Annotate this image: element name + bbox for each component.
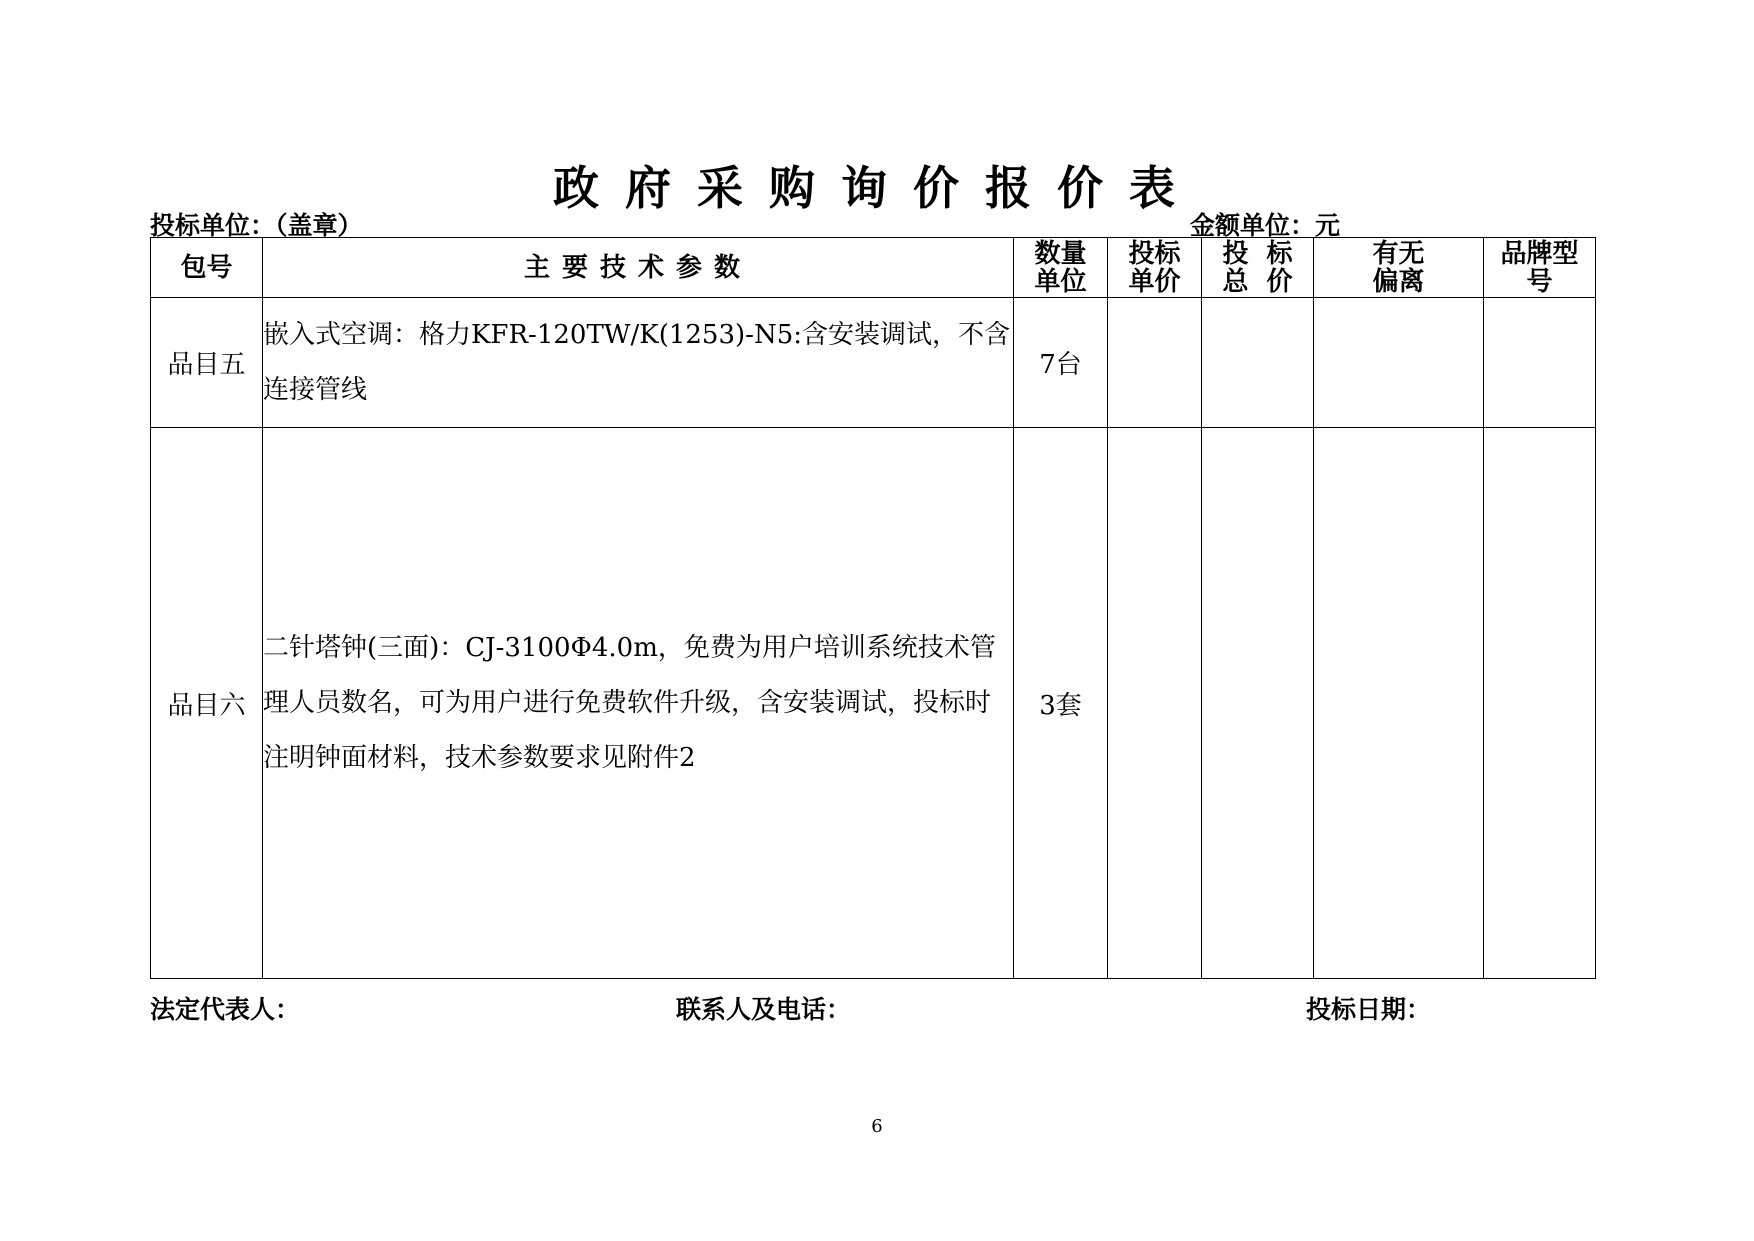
header-unit-price: 投标 单价 xyxy=(1108,238,1202,298)
header-package: 包号 xyxy=(151,238,263,298)
row-package: 品目五 xyxy=(151,298,263,428)
header-brand-model: 品牌型 号 xyxy=(1484,238,1596,298)
row-deviation-cell xyxy=(1314,428,1484,979)
row-quantity: 7台 xyxy=(1014,298,1108,428)
bidder-label: 投标单位：（盖章） xyxy=(150,211,363,240)
row-spec: 嵌入式空调：格力KFR-120TW/K(1253)-N5:含安装调试，不含连接管线 xyxy=(263,298,1014,428)
header-tech-params: 主要技术参数 xyxy=(263,238,1014,298)
row-package: 品目六 xyxy=(151,428,263,979)
row-brand-model-cell xyxy=(1484,428,1596,979)
bid-date-label: 投标日期： xyxy=(1306,995,1432,1024)
row-brand-model-cell xyxy=(1484,298,1596,428)
row-total-price-cell xyxy=(1202,428,1314,979)
document-title: 政府采购询价报价表 xyxy=(553,161,1201,215)
legal-representative-label: 法定代表人： xyxy=(150,995,301,1024)
row-deviation-cell xyxy=(1314,298,1484,428)
row-total-price-cell xyxy=(1202,298,1314,428)
table-row xyxy=(151,428,1596,979)
quotation-table xyxy=(150,237,1596,979)
row-unit-price-cell xyxy=(1108,428,1202,979)
currency-label: 金额单位：元 xyxy=(1190,211,1341,240)
row-quantity: 3套 xyxy=(1014,428,1108,979)
row-unit-price-cell xyxy=(1108,298,1202,428)
header-deviation: 有无 偏离 xyxy=(1314,238,1484,298)
table-row xyxy=(151,298,1596,428)
page-number: 6 xyxy=(871,1116,883,1137)
row-spec: 二针塔钟(三面)：CJ-3100Φ4.0m，免费为用户培训系统技术管理人员数名，可为用户进行免费软件升级，含安装调试，投标时注明钟面材料，技术参数要求见附件2 xyxy=(263,428,1014,979)
table-header-row xyxy=(151,238,1596,298)
contact-phone-label: 联系人及电话： xyxy=(676,995,852,1024)
header-quantity-unit: 数量 单位 xyxy=(1014,238,1108,298)
header-total-price: 投 标 总 价 xyxy=(1202,238,1314,298)
